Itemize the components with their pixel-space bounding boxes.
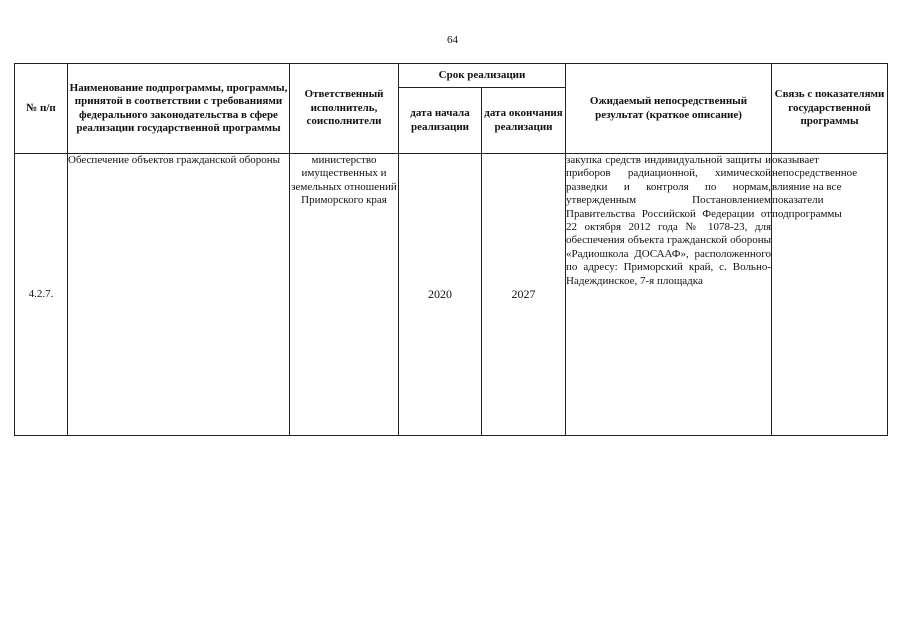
header-responsible: Ответственный исполнитель, соисполнители (290, 64, 399, 154)
program-table (14, 63, 888, 436)
row-start: 2020 (399, 154, 482, 436)
header-num: № п/п (15, 64, 68, 154)
header-link: Связь с показателями государственной программы (772, 64, 888, 154)
header-start: дата начала реализации (399, 88, 482, 154)
header-period: Срок реализации (399, 64, 566, 88)
header-end: дата окончания реализации (482, 88, 566, 154)
row-responsible: министерство имущественных и земельных отношений Приморского края (290, 154, 399, 436)
header-result: Ожидаемый непосредственный результат (краткое описание) (566, 64, 772, 154)
page-number: 64 (447, 34, 458, 46)
row-num: 4.2.7. (15, 154, 68, 436)
row-end: 2027 (482, 154, 566, 436)
table-row (15, 154, 888, 436)
row-result: закупка средств индивидуальной защиты и приборов радиационной, химической разведки и контроля по нормам, утвержденным Постановлением Правительства Российской Федерации от 22 октября 2012 года № 1078-23, для обеспечения объекта гражданской обороны «Радиошкола ДОСААФ», расположенного по адресу: Приморский край, с. Вольно-Надеждинское, 7-я площадка (566, 154, 772, 436)
header-name: Наименование подпрограммы, программы, принятой в соответствии с требованиями федерального законодательства в сфере реализации государственной программы (68, 64, 290, 154)
row-name: Обеспечение объектов гражданской обороны (68, 154, 290, 436)
row-link: оказывает непосредственное влияние на все показатели подпрограммы (772, 154, 888, 436)
